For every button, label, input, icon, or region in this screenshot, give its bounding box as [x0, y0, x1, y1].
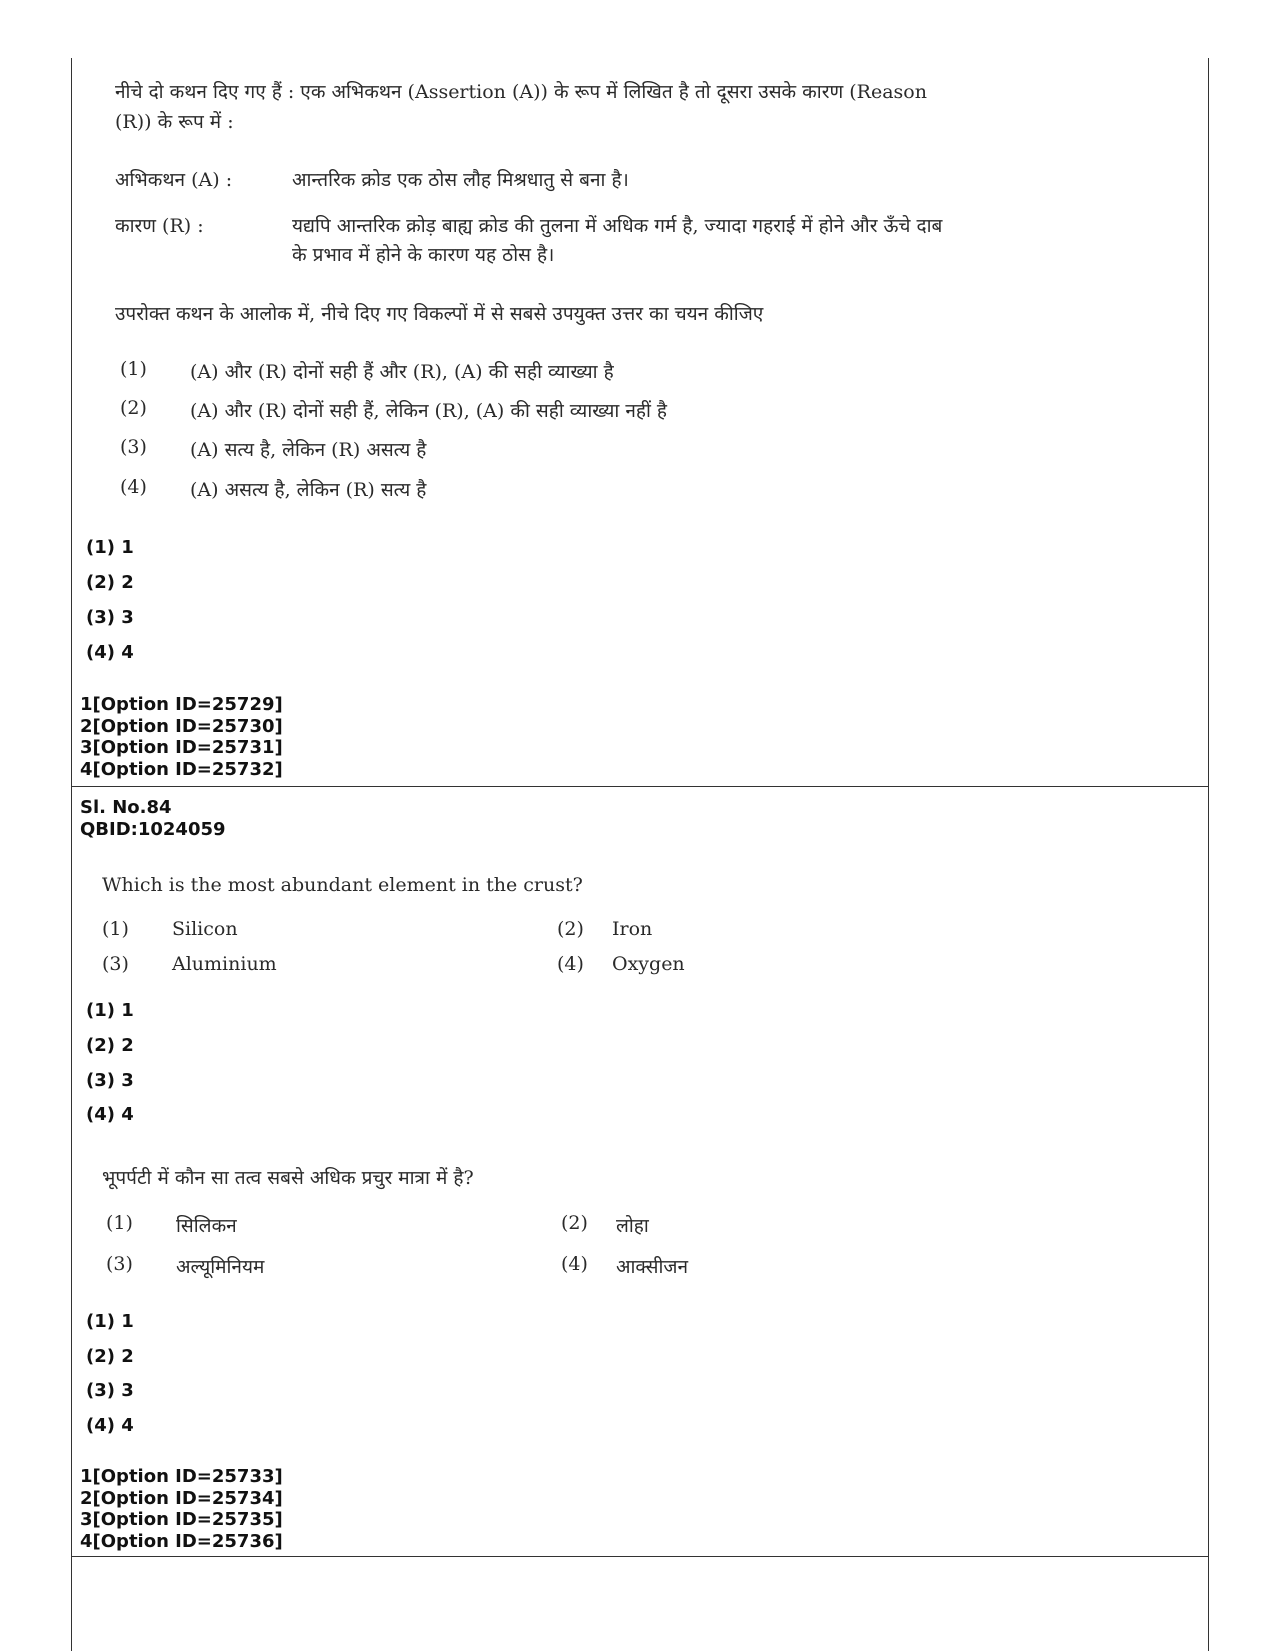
choice-number: (4) — [561, 1253, 588, 1275]
q84-question-en: Which is the most abundant element in the crust? — [102, 874, 583, 896]
sl-no: Sl. No.84 — [80, 797, 172, 818]
option-id: 1[Option ID=25729] — [80, 694, 283, 715]
answer-option: (2) 2 — [86, 572, 134, 593]
q83-assertion-text: आन्तरिक क्रोड एक ठोस लौह मिश्रधातु से बना है। — [292, 169, 629, 191]
option-id: 2[Option ID=25730] — [80, 715, 283, 737]
choice-number: (3) — [106, 1253, 133, 1275]
answer-option: (1) 1 — [86, 537, 134, 558]
answer-option: (3) 3 — [86, 1070, 134, 1091]
choice-text: (A) सत्य है, लेकिन (R) असत्य है — [190, 439, 427, 461]
section-divider — [71, 1556, 1209, 1557]
choice-text: Silicon — [172, 918, 238, 940]
answer-option: (1) 1 — [86, 1000, 134, 1021]
choice-text: (A) और (R) दोनों सही हैं और (R), (A) की सही व्याख्या है — [190, 361, 614, 383]
q83-intro-line2: (R)) के रूप में : — [115, 111, 234, 133]
choice-text: अल्यूमिनियम — [176, 1256, 265, 1278]
q83-instruction: उपरोक्त कथन के आलोक में, नीचे दिए गए विकल्पों में से सबसे उपयुक्त उत्तर का चयन कीजिए — [115, 303, 764, 325]
choice-text: Aluminium — [172, 953, 277, 975]
choice-number: (2) — [561, 1212, 588, 1234]
option-id: 4[Option ID=25732] — [80, 758, 283, 780]
choice-text: (A) असत्य है, लेकिन (R) सत्य है — [190, 479, 427, 501]
option-id: 2[Option ID=25734] — [80, 1487, 283, 1509]
q83-reason-line1: यद्यपि आन्तरिक क्रोड़ बाह्य क्रोड की तुलना में अधिक गर्म है, ज्यादा गहराई में होने और ऊँचे दाब — [292, 215, 943, 237]
answer-option: (2) 2 — [86, 1346, 134, 1367]
answer-option: (3) 3 — [86, 607, 134, 628]
choice-number: (1) — [120, 358, 147, 380]
option-id: 3[Option ID=25735] — [80, 1509, 283, 1530]
choice-number: (1) — [102, 918, 129, 940]
choice-number: (1) — [106, 1212, 133, 1234]
choice-text: Iron — [612, 918, 653, 940]
choice-text: लोहा — [616, 1215, 649, 1237]
option-id-list — [80, 1466, 283, 1552]
qbid: QBID:1024059 — [80, 819, 226, 840]
answer-option: (2) 2 — [86, 1035, 134, 1056]
choice-number: (2) — [557, 918, 584, 940]
answer-option: (4) 4 — [86, 1104, 134, 1125]
q83-assertion-label: अभिकथन (A) : — [115, 169, 233, 191]
q83-reason-label: कारण (R) : — [115, 215, 204, 237]
choice-number: (4) — [557, 953, 584, 975]
answer-option: (3) 3 — [86, 1380, 134, 1401]
answer-option: (4) 4 — [86, 642, 134, 663]
answer-option: (4) 4 — [86, 1415, 134, 1436]
choice-number: (3) — [102, 953, 129, 975]
choice-number: (3) — [120, 436, 147, 458]
choice-number: (2) — [120, 397, 147, 419]
option-id: 1[Option ID=25733] — [80, 1466, 283, 1487]
option-id: 4[Option ID=25736] — [80, 1530, 283, 1552]
option-id-list — [80, 694, 283, 780]
choice-text: Oxygen — [612, 953, 685, 975]
answer-option: (1) 1 — [86, 1311, 134, 1332]
q84-question-hi: भूपर्पटी में कौन सा तत्व सबसे अधिक प्रचुर मात्रा में है? — [102, 1167, 474, 1189]
choice-text: (A) और (R) दोनों सही हैं, लेकिन (R), (A) की सही व्याख्या नहीं है — [190, 400, 668, 422]
q83-reason-line2: के प्रभाव में होने के कारण यह ठोस है। — [292, 244, 555, 266]
section-divider — [71, 786, 1209, 787]
choice-number: (4) — [120, 476, 147, 498]
choice-text: आक्सीजन — [616, 1256, 689, 1278]
q83-intro-line1: नीचे दो कथन दिए गए हैं : एक अभिकथन (Assertion (A)) के रूप में लिखित है तो दूसरा उसके कारण (Reason — [115, 81, 927, 103]
option-id: 3[Option ID=25731] — [80, 737, 283, 758]
page-frame — [71, 58, 1209, 1651]
choice-text: सिलिकन — [176, 1215, 237, 1237]
